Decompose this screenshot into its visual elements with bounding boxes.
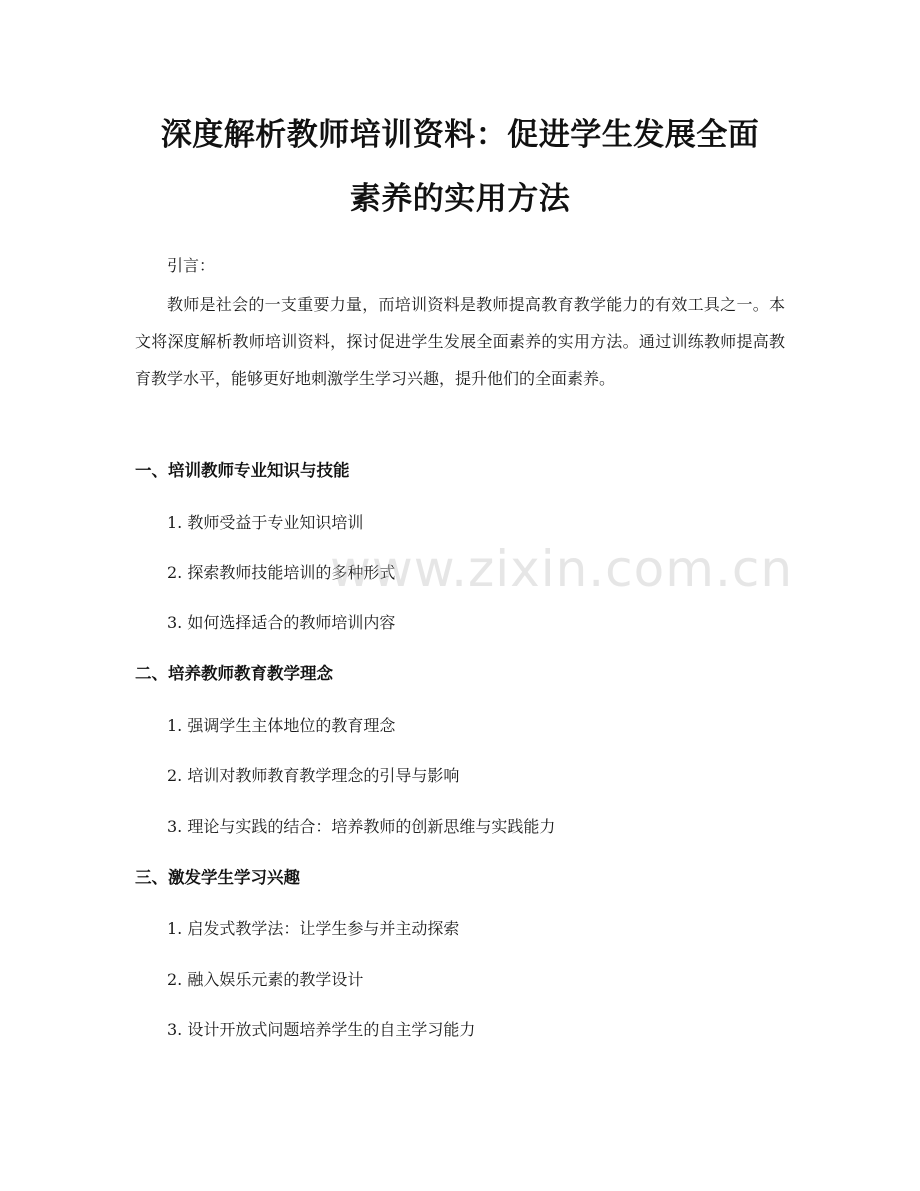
watermark: www.zixin.com.cn (330, 540, 794, 598)
title-line-1: 深度解析教师培训资料：促进学生发展全面 (160, 117, 760, 153)
title-line-2: 素养的实用方法 (349, 181, 571, 217)
list-item: 1. 启发式教学法：让学生参与并主动探索 (167, 919, 460, 938)
list-item: 3. 如何选择适合的教师培训内容 (167, 613, 396, 632)
list-item: 2. 培训对教师教育教学理念的引导与影响 (167, 766, 460, 785)
document-title (100, 103, 820, 231)
list-item: 1. 教师受益于专业知识培训 (167, 513, 364, 532)
intro-paragraph: 教师是社会的一支重要力量，而培训资料是教师提高教育教学能力的有效工具之一。本文将深度解析教师培训资料，探讨促进学生发展全面素养的实用方法。通过训练教师提高教育教学水平，能够更好地刺激学生学习兴趣，提升他们的全面素养。 (135, 295, 785, 388)
intro-label: 引言： (167, 256, 216, 275)
section-heading-2: 二、培养教师教育教学理念 (135, 664, 333, 683)
section-heading-3: 三、激发学生学习兴趣 (135, 868, 300, 887)
list-item: 2. 探索教师技能培训的多种形式 (167, 563, 396, 582)
list-item: 2. 融入娱乐元素的教学设计 (167, 970, 364, 989)
list-item: 1. 强调学生主体地位的教育理念 (167, 716, 396, 735)
section-heading-1: 一、培训教师专业知识与技能 (135, 461, 350, 480)
list-item: 3. 理论与实践的结合：培养教师的创新思维与实践能力 (167, 817, 556, 836)
list-item: 3. 设计开放式问题培养学生的自主学习能力 (167, 1020, 476, 1039)
